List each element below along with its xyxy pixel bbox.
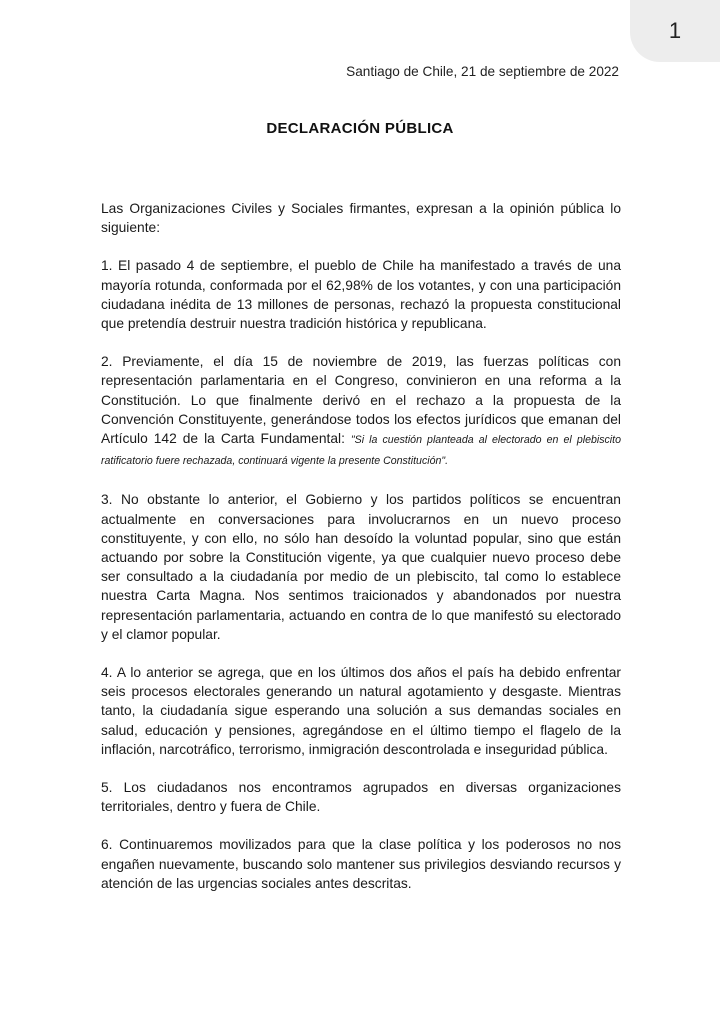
point-2 (101, 352, 621, 471)
date-line: Santiago de Chile, 21 de septiembre de 2022 (346, 64, 619, 79)
intro-paragraph: Las Organizaciones Civiles y Sociales firmantes, expresan a la opinión pública lo siguiente: (101, 201, 621, 236)
point-5: 5. Los ciudadanos nos encontramos agrupados en diversas organizaciones territoriales, dentro y fuera de Chile. (101, 780, 621, 815)
point-3: 3. No obstante lo anterior, el Gobierno y los partidos políticos se encuentran actualmente en conversaciones para involucrarnos en un nuevo proceso constituyente, y con ello, no sólo han desoído la voluntad popular, sino que están actuando por sobre la Constitución vigente, ya que cualquier nuevo proceso debe ser consultado a la ciudadanía por medio de un plebiscito, tal como lo establece nuestra Carta Magna. Nos sentimos traicionados y abandonados por nuestra representación parlamentaria, actuando en contra de lo que manifestó su electorado y el clamor popular. (101, 492, 621, 642)
page-number: 1 (668, 18, 682, 43)
constitution-quote: "Si la cuestión planteada al electorado en el plebiscito ratificatorio fuere rechazada, continuará vigente la presente Constitución". (101, 434, 621, 468)
point-1: 1. El pasado 4 de septiembre, el pueblo de Chile ha manifestado a través de una mayoría rotunda, conformada por el 62,98% de los votantes, y con una participación ciudadana inédita de 13 millones de personas, rechazó la propuesta constitucional que pretendía destruir nuestra tradición histórica y republicana. (101, 258, 621, 332)
point-2-text: 2. Previamente, el día 15 de noviembre de 2019, las fuerzas políticas con representación parlamentaria en el Congreso, convinieron en una reforma a la Constitución. Lo que finalmente derivó en el rechazo a la propuesta de la Convención Constituyente, generándose todos los efectos jurídicos que emanan del Artículo 142 de la Carta Fundamental: (101, 354, 621, 447)
document-title: DECLARACIÓN PÚBLICA (266, 120, 454, 137)
point-4: 4. A lo anterior se agrega, que en los últimos dos años el país ha debido enfrentar seis procesos electorales generando un natural agotamiento y desgaste. Mientras tanto, la ciudadanía sigue esperando una solución a sus demandas sociales en salud, educación y pensiones, agregándose en el último tiempo el flagelo de la inflación, narcotráfico, terrorismo, inmigración descontrolada e inseguridad pública. (101, 665, 621, 757)
point-6: 6. Continuaremos movilizados para que la clase política y los poderosos no nos engañen nuevamente, buscando solo mantener sus privilegios desviando recursos y atención de las urgencias sociales antes descritas. (101, 837, 621, 891)
document-body (101, 199, 621, 912)
page-number-badge (630, 0, 720, 62)
